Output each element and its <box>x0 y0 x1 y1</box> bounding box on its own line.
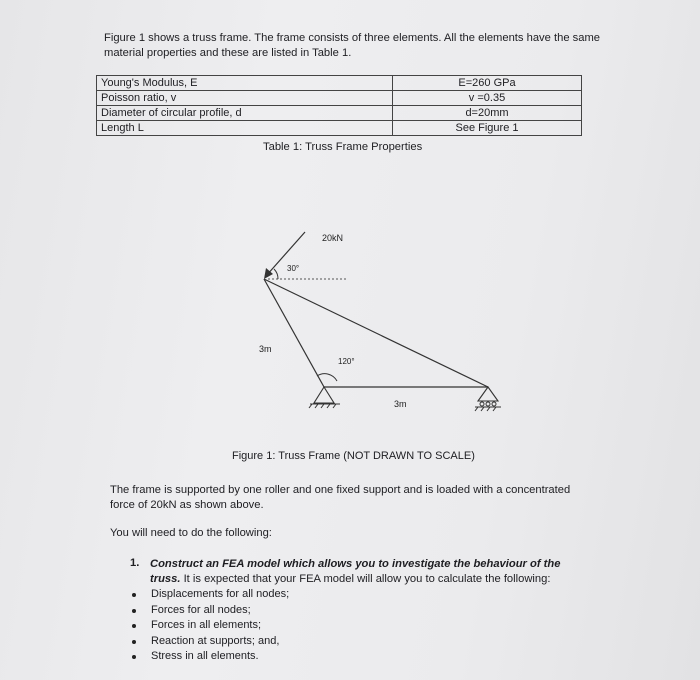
intro-paragraph: Figure 1 shows a truss frame. The frame consists of three elements. All the elements have the same material properties and these are listed in Table 1. <box>104 32 601 59</box>
list-item: Reaction at supports; and, <box>130 634 289 650</box>
value-cell: d=20mm <box>393 106 582 121</box>
list-item: Forces for all nodes; <box>130 603 289 619</box>
ground-hatch-icon <box>309 404 340 408</box>
angle-label-bottom: 120° <box>338 357 355 366</box>
requirements-list <box>130 587 289 665</box>
property-cell: Length L <box>97 121 393 136</box>
value-cell: See Figure 1 <box>393 121 582 136</box>
length-label-left: 3m <box>259 344 272 354</box>
value-cell: E=260 GPa <box>393 76 582 91</box>
fixed-support-icon <box>314 387 334 403</box>
property-cell: Young's Modulus, E <box>97 76 393 91</box>
roller-support-icon <box>478 387 498 401</box>
task-number: 1. <box>130 557 140 569</box>
list-item: Forces in all elements; <box>130 618 289 634</box>
length-label-bottom: 3m <box>394 399 407 409</box>
property-cell: Poisson ratio, v <box>97 91 393 106</box>
angle-arc-top <box>274 269 278 279</box>
property-cell: Diameter of circular profile, d <box>97 106 393 121</box>
roller-wheels-icon <box>475 402 501 411</box>
task-italic-text: Construct an FEA model which allows you to investigate the behaviour of the truss. <box>150 558 561 585</box>
truss-member-left <box>264 279 324 387</box>
instructions-heading: You will need to do the following: <box>110 527 272 539</box>
figure-caption: Figure 1: Truss Frame (NOT DRAWN TO SCALE) <box>232 450 475 462</box>
support-paragraph: The frame is supported by one roller and one fixed support and is loaded with a concentrated force of 20kN as shown above. <box>110 484 571 511</box>
task-plain-text: It is expected that your FEA model will allow you to calculate the following: <box>180 573 551 585</box>
angle-label-top: 30° <box>287 264 300 273</box>
load-label: 20kN <box>322 233 344 243</box>
table-caption: Table 1: Truss Frame Properties <box>263 141 423 153</box>
load-arrow <box>266 232 305 276</box>
list-item: Displacements for all nodes; <box>130 587 289 603</box>
task-paragraph <box>150 557 590 587</box>
truss-member-diagonal <box>264 279 488 387</box>
value-cell: v =0.35 <box>393 91 582 106</box>
list-item: Stress in all elements. <box>130 649 289 665</box>
